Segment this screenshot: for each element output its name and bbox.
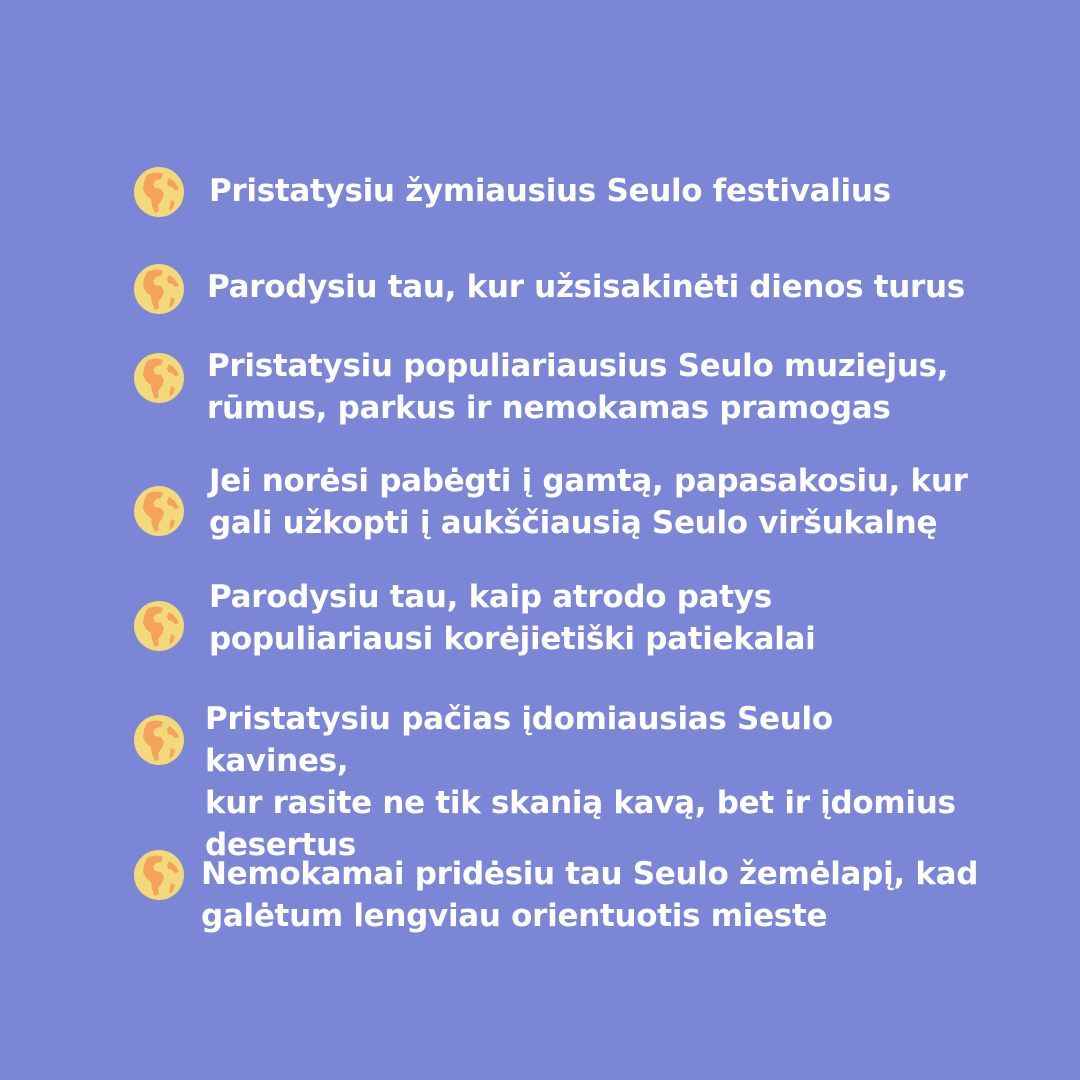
item-text: Pristatysiu žymiausius Seulo festivalius <box>209 173 891 209</box>
globe-americas-icon <box>133 714 185 766</box>
globe-americas-icon <box>133 166 185 218</box>
item-text: Pristatysiu populiariausius Seulo muziejus, rūmus, parkus ir nemokamas pramogas <box>207 348 949 426</box>
globe-americas-icon <box>133 485 185 537</box>
item-text: Pristatysiu pačias įdomiausias Seulo kavines, kur rasite ne tik skanią kavą, bet ir įdomius desertus <box>205 701 956 863</box>
globe-americas-icon <box>133 849 185 901</box>
item-text: Parodysiu tau, kaip atrodo patys populiariausi korėjietiški patiekalai <box>209 579 816 657</box>
globe-americas-icon <box>133 263 185 315</box>
item-text: Jei norėsi pabėgti į gamtą, papasakosiu, kur gali užkopti į aukščiausią Seulo viršukalnę <box>209 463 968 541</box>
globe-americas-icon <box>133 600 185 652</box>
item-text: Parodysiu tau, kur užsisakinėti dienos turus <box>207 269 965 305</box>
item-text: Nemokamai pridėsiu tau Seulo žemėlapį, kad galėtum lengviau orientuotis mieste <box>201 856 979 934</box>
globe-americas-icon <box>133 352 185 404</box>
